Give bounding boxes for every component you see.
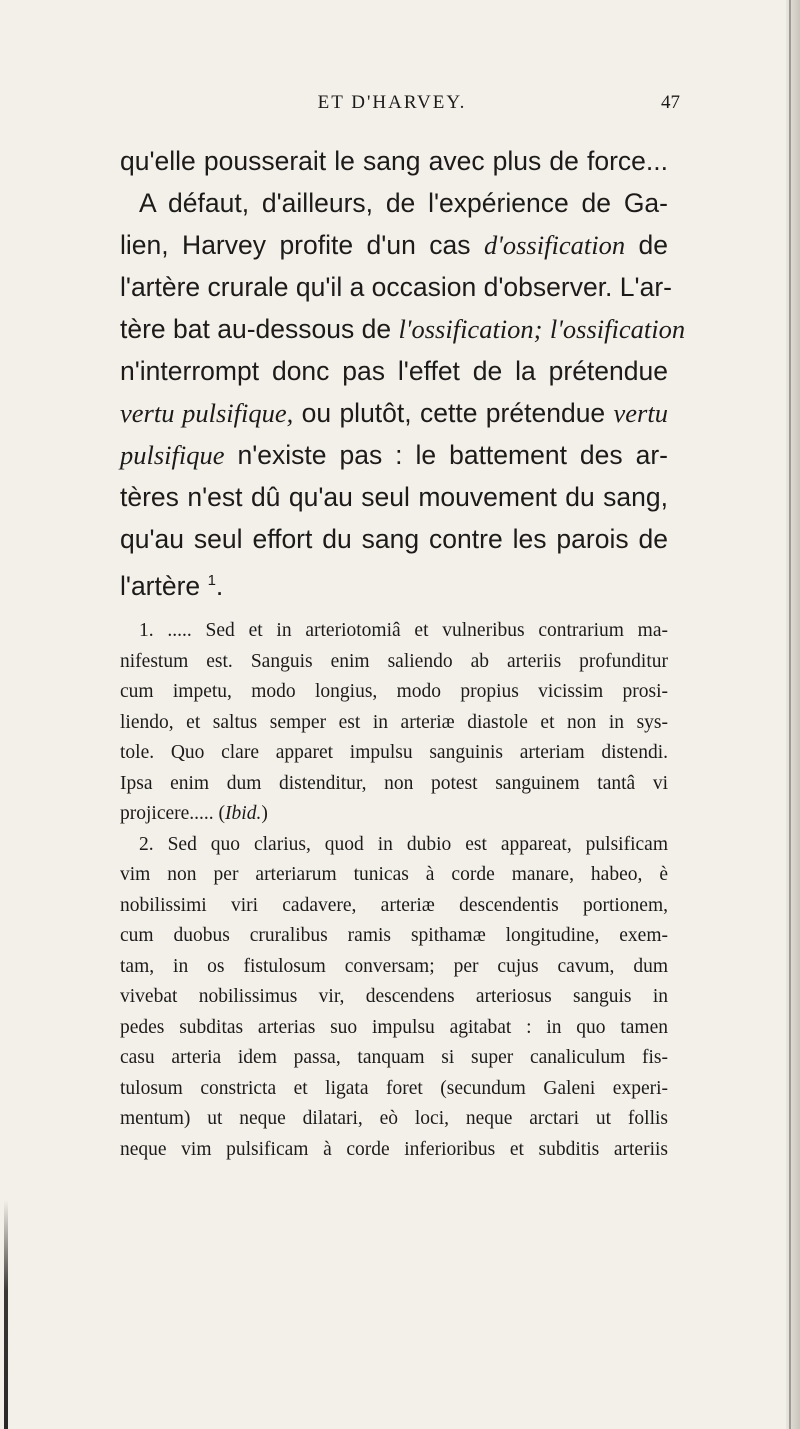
footnote-line: cum duobus cruralibus ramis spithamæ longitudine, exem- xyxy=(120,925,668,946)
footnote-line: cum impetu, modo longius, modo propius vicissim prosi- xyxy=(120,681,668,702)
footnote-line: Ipsa enim dum distenditur, non potest sanguinem tantâ vi xyxy=(120,772,668,794)
footnote-line: tole. Quo clare apparet impulsu sanguinis arteriam distendi. xyxy=(120,742,668,763)
footnote-line: 2. Sed quo clarius, quod in dubio est appareat, pulsificam xyxy=(139,833,668,855)
footnote-line: liendo, et saltus semper est in arteriæ diastole et non in sys- xyxy=(120,711,668,733)
text-line: l'artère $^1$. xyxy=(120,571,224,601)
footnote-line: pedes subditas arterias suo impulsu agitabat : in quo tamen xyxy=(120,1016,668,1038)
footnote-2 xyxy=(120,830,668,1166)
footnote-1 xyxy=(120,616,668,830)
footnotes xyxy=(120,616,668,1165)
main-text xyxy=(120,140,686,607)
running-head: ET D'HARVEY. xyxy=(317,92,467,113)
text-line: vertu pulsifique, ou plutôt, cette prétendue vertu xyxy=(120,398,668,428)
text-line: qu'au seul effort du sang contre les parois de xyxy=(120,524,668,554)
footnote-line: mentum) ut neque dilatari, eò loci, neque arctari ut follis xyxy=(120,1108,668,1129)
page-number: 47 xyxy=(661,92,680,113)
footnote-line: neque vim pulsificam à corde inferioribus et subditis arteriis xyxy=(120,1138,668,1160)
footnote-line: vivebat nobilissimus vir, descendens arteriosus sanguis in xyxy=(120,986,668,1007)
footnote-line: tulosum constricta et ligata foret (secundum Galeni experi- xyxy=(120,1077,668,1099)
footnote-line: tam, in os fistulosum conversam; per cujus cavum, dum xyxy=(120,955,668,977)
text-line: lien, Harvey profite d'un cas d'ossification de xyxy=(120,230,669,260)
page-header xyxy=(120,92,680,122)
text-line: A défaut, d'ailleurs, de l'expérience de Ga- xyxy=(139,188,668,218)
footnote-line: casu arteria idem passa, tanquam si super canaliculum fis- xyxy=(120,1047,668,1068)
footnote-line: vim non per arteriarum tunicas à corde manare, habeo, è xyxy=(120,864,668,885)
footnote-line: 1. ..... Sed et in arteriotomiâ et vulneribus contrarium ma- xyxy=(139,620,668,641)
text-line: pulsifique n'existe pas : le battement des ar- xyxy=(120,440,668,470)
text-line: l'artère crurale qu'il a occasion d'observer. L'ar- xyxy=(120,272,672,302)
text-line: tères n'est dû qu'au seul mouvement du sang, xyxy=(120,482,668,512)
binding-shadow xyxy=(4,1200,8,1429)
footnote-line: projicere..... (Ibid.) xyxy=(120,803,268,824)
text-line: tère bat au-dessous de l'ossification; l'ossification xyxy=(120,314,686,344)
footnote-line: nifestum est. Sanguis enim saliendo ab arteriis profunditur xyxy=(120,650,668,672)
page-edge-line xyxy=(789,0,791,1429)
text-line: n'interrompt donc pas l'effet de la prétendue xyxy=(120,356,668,386)
footnote-ref: 1 xyxy=(207,572,216,589)
footnote-line: nobilissimi viri cadavere, arteriæ descendentis portionem, xyxy=(120,894,668,916)
text-line: qu'elle pousserait le sang avec plus de force... xyxy=(120,146,668,176)
